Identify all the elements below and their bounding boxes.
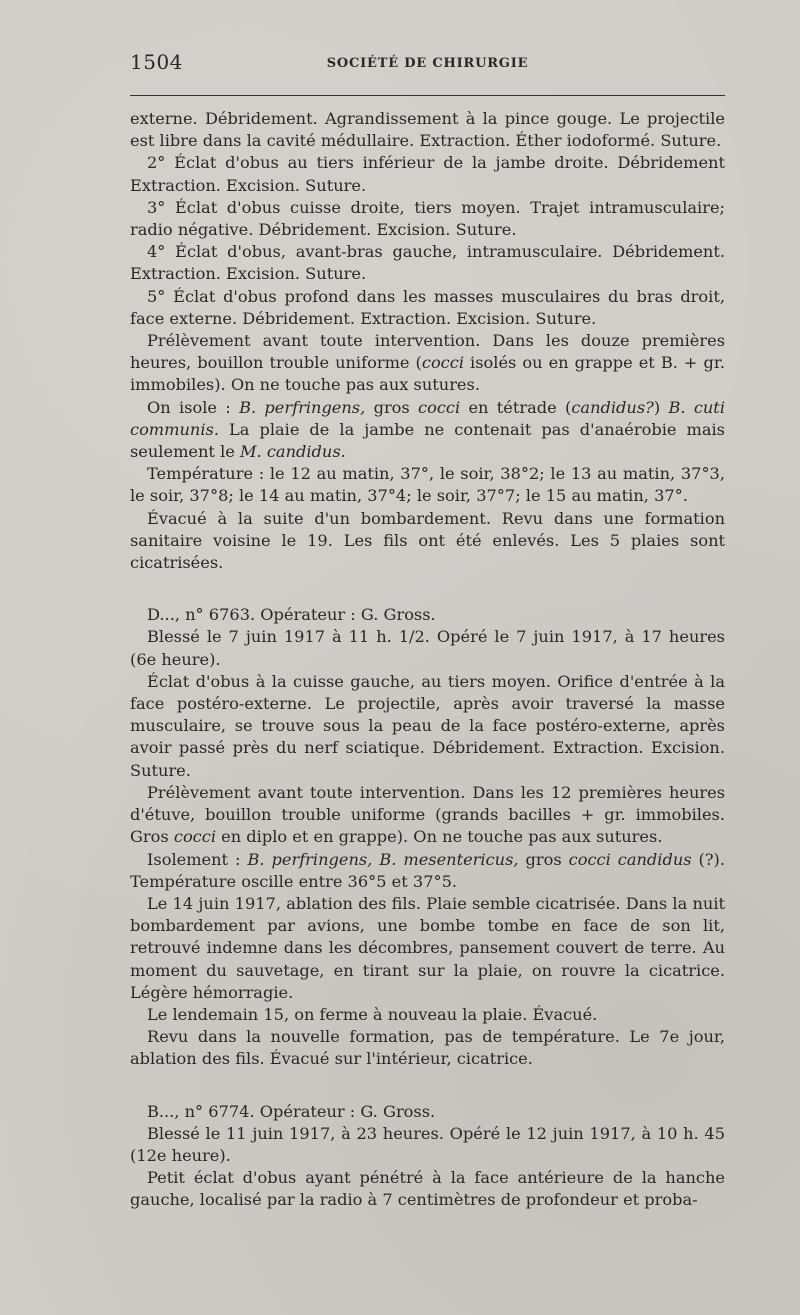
text-run: Prélèvement avant toute intervention. Dans les 12 premières heures d'étuve, bouillon trouble uniforme (grands bacilles + gr. immobiles. Gros xyxy=(130,782,725,847)
paragraph: Blessé le 7 juin 1917 à 11 h. 1/2. Opéré le 7 juin 1917, à 17 heures (6e heure). xyxy=(130,627,725,669)
paragraph: Éclat d'obus à la cuisse gauche, au tiers moyen. Orifice d'entrée à la face postéro-externe. Le projectile, après avoir traversé la masse musculaire, se trouve sous la peau de la face postéro-externe, après avoir passé près du nerf sciatique. Débridement. Extraction. Excision. Suture. xyxy=(130,671,725,780)
paragraph: 2° Éclat d'obus au tiers inférieur de la jambe droite. Débridement Extraction. Excision. Suture. xyxy=(130,153,725,195)
header-rule xyxy=(130,95,725,96)
paragraph: Revu dans la nouvelle formation, pas de température. Le 7e jour, ablation des fils. Évacué sur l'intérieur, cicatrice. xyxy=(130,1027,725,1069)
italic-run: M. candidus. xyxy=(239,442,346,462)
italic-run: cocci xyxy=(421,353,464,373)
running-head: SOCIÉTÉ DE CHIRURGIE xyxy=(326,56,529,71)
paragraph: Évacué à la suite d'un bombardement. Revu dans une formation sanitaire voisine le 19. Les fils ont été enlevés. Les 5 plaies sont cicatrisées. xyxy=(130,508,725,573)
case-title: D..., n° 6763. Opérateur : G. Gross. xyxy=(147,605,436,625)
italic-run: B. perfringens, B. mesentericus, xyxy=(247,849,519,869)
italic-run: cocci xyxy=(418,397,461,417)
text-run: (?). Température oscille entre 36°5 et 37°5. xyxy=(130,849,725,891)
paragraph: Le 14 juin 1917, ablation des fils. Plaie semble cicatrisée. Dans la nuit bombardement par avions, une bombe tombe en face de son lit, retrouvé indemne dans les décombres, pansement couvert de terre. Au moment du sauvetage, en tirant sur la plaie, on rouvre la cicatrice. Légère hémorragie. xyxy=(130,893,725,1002)
page-number: 1504 xyxy=(130,50,183,74)
paragraph: 4° Éclat d'obus, avant-bras gauche, intramusculaire. Débridement. Extraction. Excision. Suture. xyxy=(130,242,725,284)
text-run: Isolement : xyxy=(147,849,248,869)
paragraph xyxy=(130,330,725,397)
text-run: en tétrade ( xyxy=(460,397,572,417)
italic-run: cocci candidus xyxy=(568,849,692,869)
italic-run: B. perfringens, xyxy=(239,397,366,417)
text-run: en diplo et en grappe). On ne touche pas aux sutures. xyxy=(216,827,663,847)
text-run: gros xyxy=(518,849,569,869)
text-run: On isole : xyxy=(147,397,240,417)
paragraph xyxy=(130,397,725,464)
text-run: isolés ou en grappe et B. + gr. immobiles). On ne touche pas aux sutures. xyxy=(130,353,725,395)
text-run: ) xyxy=(653,397,669,417)
page-body xyxy=(130,108,725,1212)
text-run: gros xyxy=(365,397,419,417)
case-title: B..., n° 6774. Opérateur : G. Gross. xyxy=(147,1101,436,1121)
text-run: Prélèvement avant toute intervention. Dans les douze premières heures, bouillon trouble uniforme ( xyxy=(130,331,725,373)
paragraph xyxy=(130,782,725,849)
paragraph: externe. Débridement. Agrandissement à la pince gouge. Le projectile est libre dans la cavité médullaire. Extraction. Éther iodoformé. Suture. xyxy=(130,109,725,151)
paragraph: Blessé le 11 juin 1917, à 23 heures. Opéré le 12 juin 1917, à 10 h. 45 (12e heure). xyxy=(130,1123,725,1165)
page-header xyxy=(130,50,725,80)
paragraph xyxy=(130,849,725,893)
text-run: La plaie de la jambe ne contenait pas d'anaérobie mais seulement le xyxy=(130,419,725,462)
paragraph: Température : le 12 au matin, 37°, le soir, 38°2; le 13 au matin, 37°3, le soir, 37°8; le 14 au matin, 37°4; le soir, 37°7; le 15 au matin, 37°. xyxy=(130,464,725,506)
italic-run: candidus? xyxy=(571,397,654,417)
paragraph: Petit éclat d'obus ayant pénétré à la face antérieure de la hanche gauche, localisé par la radio à 7 centimètres de profondeur et proba- xyxy=(130,1168,725,1210)
italic-run: B. cuti communis. xyxy=(130,397,725,439)
paragraph: Le lendemain 15, on ferme à nouveau la plaie. Évacué. xyxy=(147,1004,598,1024)
paragraph: 5° Éclat d'obus profond dans les masses musculaires du bras droit, face externe. Débridement. Extraction. Excision. Suture. xyxy=(130,286,725,328)
paragraph: 3° Éclat d'obus cuisse droite, tiers moyen. Trajet intramusculaire; radio négative. Débridement. Excision. Suture. xyxy=(130,197,725,240)
italic-run: cocci xyxy=(173,827,216,847)
